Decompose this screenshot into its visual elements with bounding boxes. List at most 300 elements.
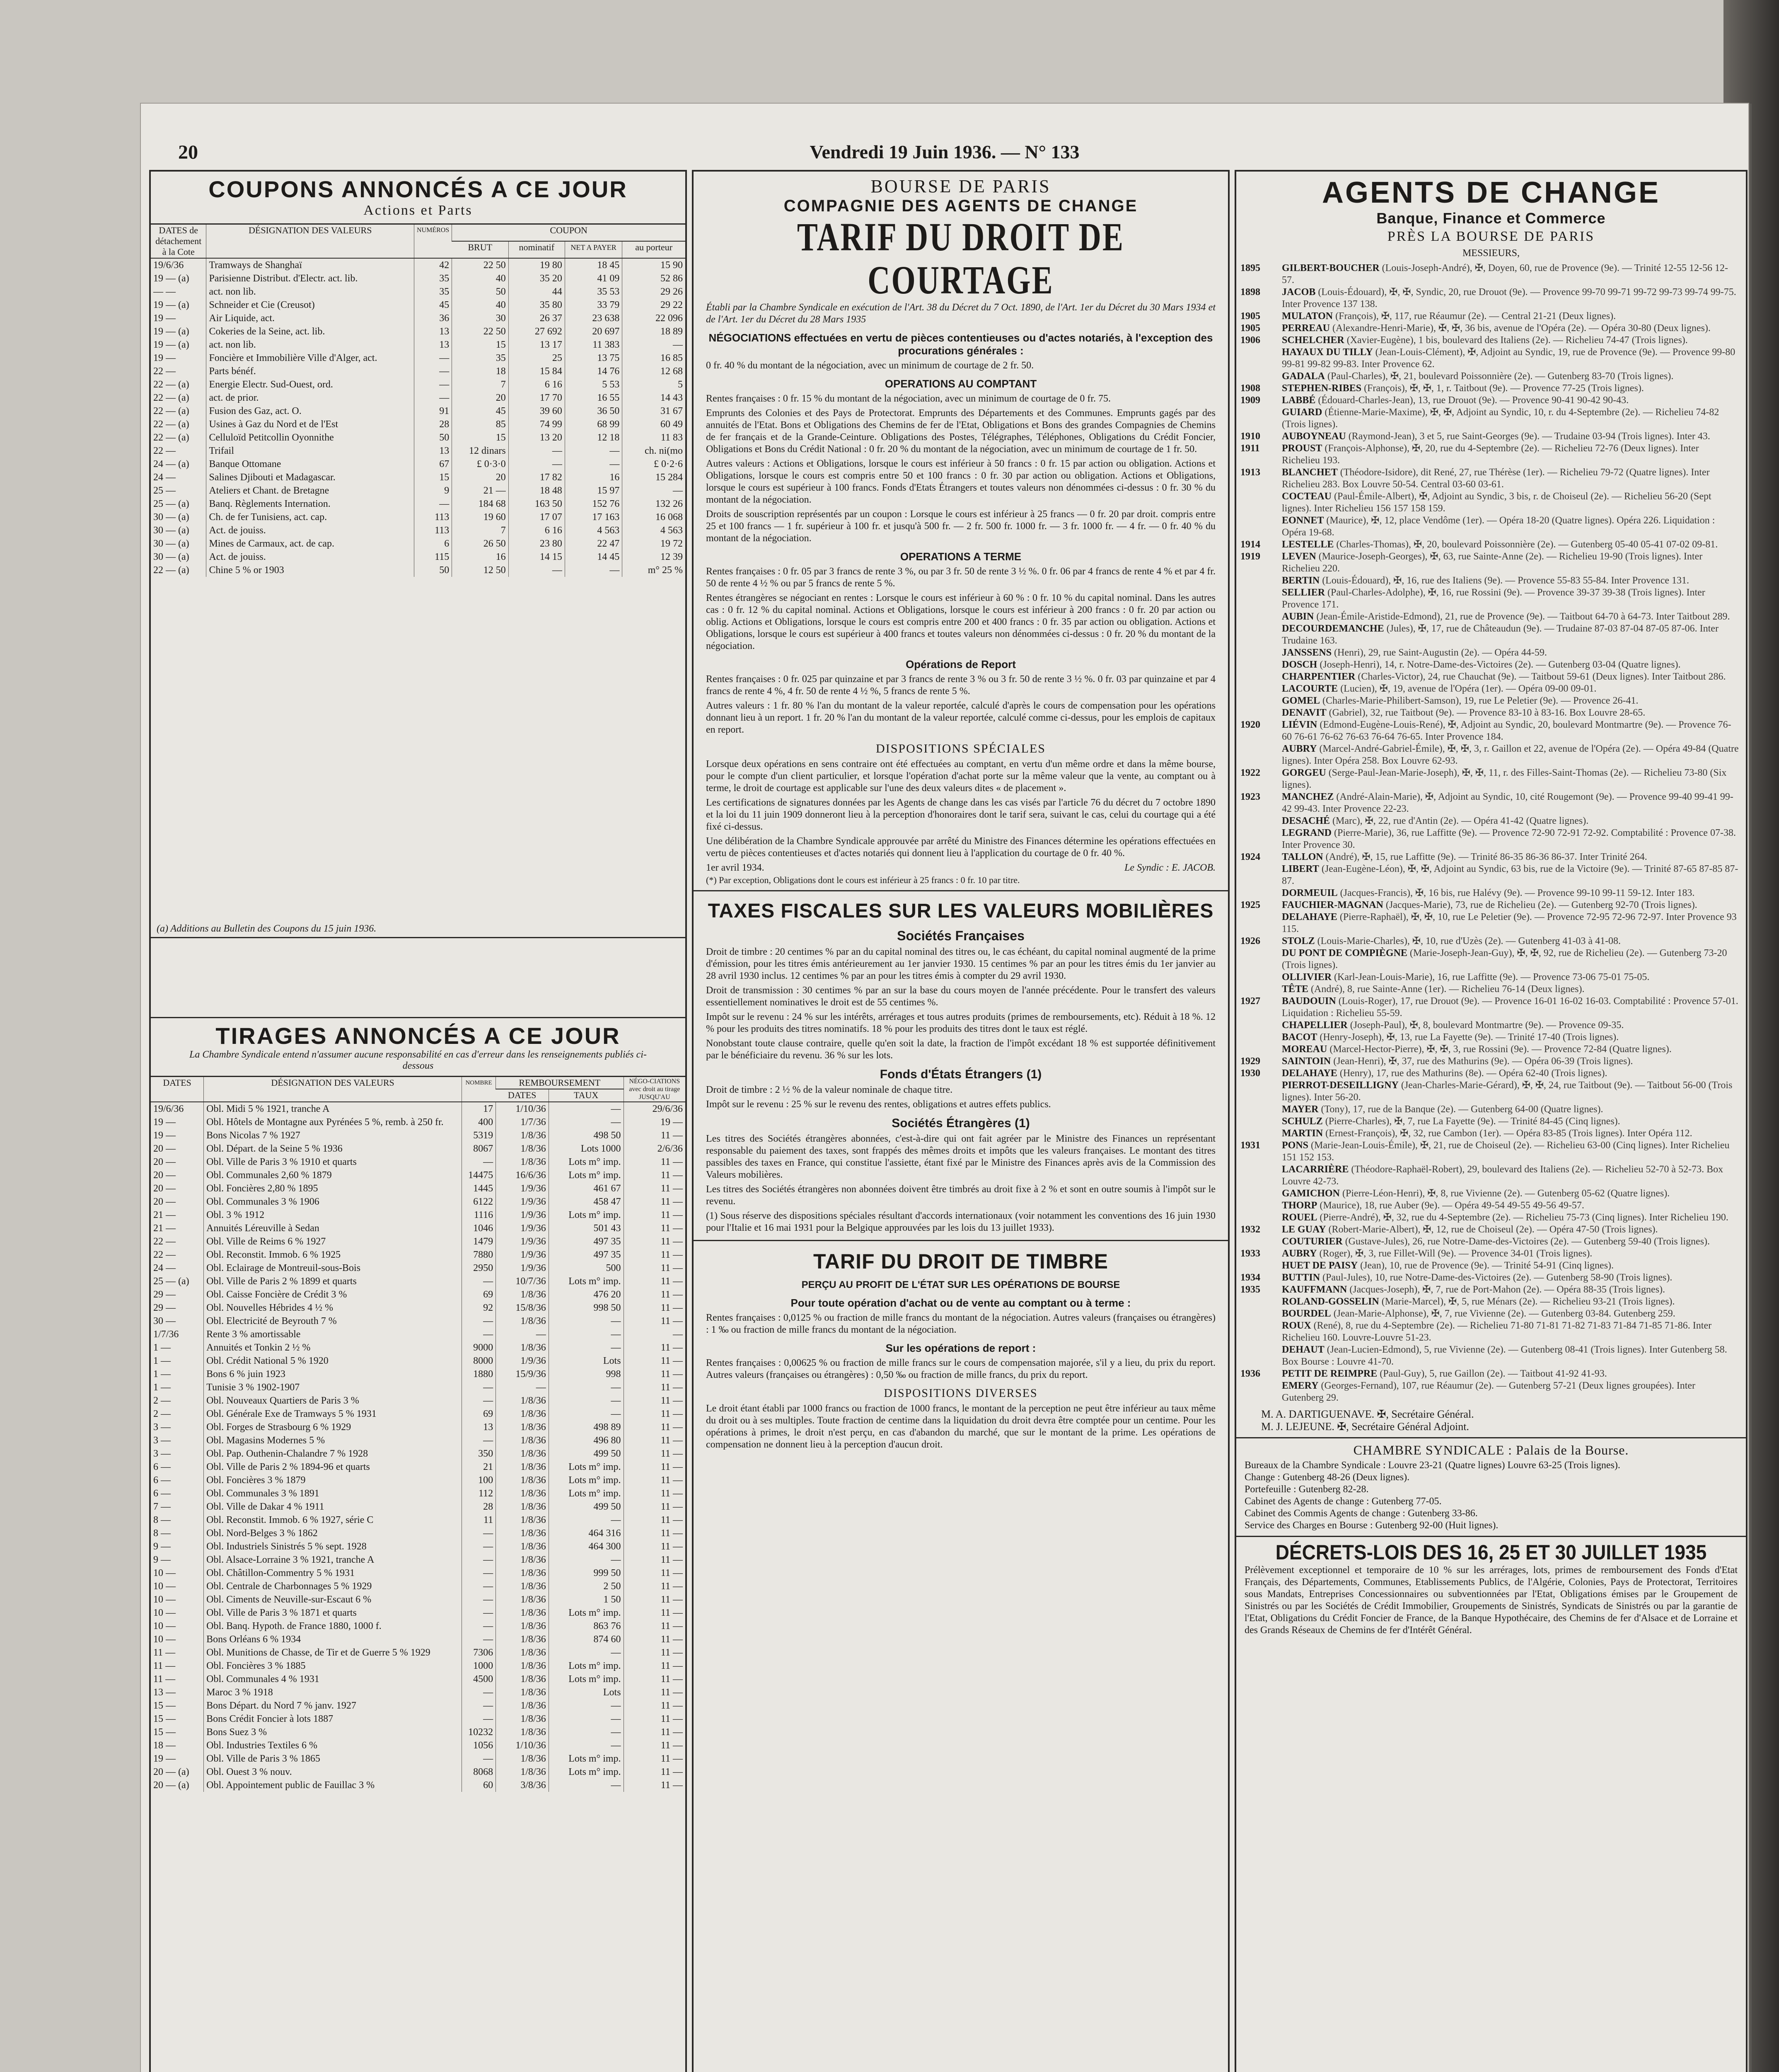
agent-name: BUTTIN: [1282, 1272, 1320, 1283]
agent-name: MARTIN: [1282, 1128, 1323, 1139]
agent-entry: [1236, 719, 1746, 743]
comptant-paragraphs: [694, 393, 1228, 545]
table-cell: £ 0·3·0: [452, 457, 508, 471]
table-cell: Lots m° imp.: [549, 1673, 624, 1686]
table-cell: £ 0·2·6: [622, 457, 685, 471]
table-cell: 113: [414, 511, 452, 524]
agent-details: (Louis-Édouard), ✠, ✠, Syndic, 20, rue Drouot (9e). — Provence 99-70 99-71 99-72 99-73 99-74 99-75. Inter Provence 137 138.: [1282, 287, 1736, 310]
table-cell: 1/8/36: [496, 1580, 549, 1593]
table-row: [151, 325, 685, 338]
table-cell: 11 —: [624, 1606, 685, 1619]
table-cell: 19 — (a): [153, 300, 189, 310]
agent-entry: [1236, 695, 1746, 707]
table-cell: 1/8/36: [496, 1726, 549, 1739]
table-cell: Lots m° imp.: [549, 1275, 624, 1288]
table-row: [151, 1261, 685, 1275]
table-cell: Cokeries de la Seine, act. lib.: [206, 325, 414, 338]
agent-year: 1929: [1240, 1056, 1260, 1067]
table-cell: 2950: [462, 1261, 496, 1275]
agent-details: (Jean-Henri), ✠, 37, rue des Mathurins (9e). — Opéra 06-39 (Trois lignes).: [1333, 1056, 1633, 1067]
paragraph: Emprunts des Colonies et des Pays de Protectorat. Emprunts des Départements et des Communes. Emprunts gagés par des annuités de l'Etat. Bons et Obligations des Chemins de fer de l'Etat, Obligations et Bons des grandes Compagnies de Chemins de fer français et de la Grande-Ceinture. Obligations des Postes, Télégraphes, Téléphones, Obligations du Crédit Foncier, Obligations et Bons du Crédit National : 0 fr. 20 % du montant de la négociation, avec un minimum de courtage de 1 fr. 50.: [706, 408, 1216, 455]
agent-entry: [1236, 1067, 1746, 1080]
paragraph: Les titres des Sociétés étrangères abonnées, c'est-à-dire qui ont fait agréer par le Ministre des Finances un représentant responsable du paiement des taxes, sont frappés des mêmes droits et impôts que les valeurs françaises. Le montant des titres passibles des taxes en France, qui constitue l'assiette, étant fixé par le Ministre des Finances après avis de la Commission des Valeurs mobilières.: [706, 1133, 1216, 1180]
table-cell: 13 75: [565, 351, 622, 365]
table-cell: Foncière et Immobilière Ville d'Alger, act.: [206, 351, 414, 365]
table-cell: Obl. Ville de Paris 3 % 1910 et quarts: [204, 1155, 462, 1169]
paragraph: Droits de souscription représentés par un coupon : Lorsque le cours est inférieur à 25 francs — 0 fr. 20 par droit. compris entre 25 et 100 francs — 1 fr. supérieur à 100 fr. et jusqu'à 500 fr. — 2 fr. 500 fr. 1000 fr. — 3 fr. 1000 fr. — 4 fr. — 0 fr. 40 % du montant de la négociation.: [706, 509, 1216, 544]
agent-name: TALLON: [1282, 852, 1323, 862]
agent-details: (André-Alain-Marie), ✠, Adjoint au Syndic, 10, cité Rougemont (9e). — Provence 99-40 99-41 99-42 99-43. Inter Provence 22-23.: [1282, 792, 1733, 814]
table-cell: 10232: [462, 1726, 496, 1739]
agent-year: 1908: [1240, 383, 1260, 394]
table-cell: 1/8/36: [496, 1500, 549, 1513]
table-cell: 2 50: [549, 1580, 624, 1593]
table-cell: 13 —: [153, 1687, 176, 1698]
table-cell: 497 35: [549, 1248, 624, 1261]
agents-section: [1236, 176, 1746, 1636]
agent-entry: [1236, 262, 1746, 286]
table-row: [151, 564, 685, 577]
signature-date: 1er avril 1934.: [706, 862, 764, 873]
speciales-paragraphs: [694, 758, 1228, 859]
agent-name: MANCHEZ: [1282, 792, 1334, 802]
agent-year: 1909: [1240, 395, 1260, 406]
tirages-section: [151, 1017, 685, 1792]
table-cell: 1/8/36: [496, 1341, 549, 1354]
table-row: [151, 1381, 685, 1394]
agent-entry: [1236, 1188, 1746, 1200]
agent-name: PERREAU: [1282, 323, 1330, 334]
table-cell: Obl. Industriels Sinistrés 5 % sept. 1928: [204, 1540, 462, 1553]
table-cell: 1056: [462, 1739, 496, 1752]
table-row: [151, 1460, 685, 1474]
table-row: [151, 1354, 685, 1368]
table-cell: 74 99: [508, 418, 565, 431]
table-cell: 22 —: [153, 366, 176, 377]
table-cell: Energie Electr. Sud-Ouest, ord.: [206, 378, 414, 391]
table-cell: 22 —: [153, 1236, 176, 1247]
agent-details: (Jean-Charles-Marie-Gérard), ✠, ✠, 24, rue Taitbout (9e). — Taitbout 56-00 (Trois lignes). Inter 56-20.: [1282, 1080, 1733, 1103]
table-cell: Obl. Industries Textiles 6 %: [204, 1739, 462, 1752]
table-row: [151, 497, 685, 511]
table-cell: 11 —: [153, 1674, 176, 1685]
table-cell: 11 —: [153, 1647, 176, 1658]
agent-details: (Jean-Lucien-Edmond), 5, rue Vivienne (2e). — Gutenberg 08-41 (Trois lignes). Inter Gutenberg 58. Box Bourse : Louvre 41-70.: [1282, 1344, 1727, 1367]
negociations-rate: 0 fr. 40 % du montant de la négociation, avec un minimum de courtage de 2 fr. 50.: [706, 360, 1034, 371]
table-cell: 30 —: [153, 1316, 176, 1326]
table-cell: Parisienne Distribut. d'Electr. act. lib.: [206, 272, 414, 285]
table-cell: 19 72: [622, 537, 685, 550]
table-cell: 11 —: [624, 1779, 685, 1792]
table-row: [151, 1116, 685, 1129]
agent-entry: [1236, 1296, 1746, 1308]
table-cell: 11 —: [624, 1752, 685, 1765]
table-cell: 1/8/36: [496, 1460, 549, 1474]
table-row: [151, 1765, 685, 1779]
agent-name: HUET DE PAISY: [1282, 1260, 1358, 1271]
taxes-fr-paragraphs: [694, 946, 1228, 1062]
table-cell: 11 —: [624, 1407, 685, 1421]
agent-name: KAUFFMANN: [1282, 1284, 1347, 1295]
table-cell: 7: [452, 524, 508, 537]
timbre-p3: Le droit étant établi par 1000 francs ou fraction de 1000 francs, le montant de la perception ne peut être inférieur au taux même du droit ou à ses multiples. Toute fraction de centime dans la liquidation du droit devra être comptée pour un centime. Pour les opérations à primes, le droit n'est perçu, en cas d'abandon du marché, que sur le montant de la prime. Les opérations de compensation ne donnent lieu à la perception d'aucun droit.: [706, 1403, 1216, 1450]
agent-entry: [1236, 1284, 1746, 1296]
table-row: [151, 1580, 685, 1593]
table-cell: —: [549, 1553, 624, 1566]
table-cell: 501 43: [549, 1222, 624, 1235]
table-row: [151, 1474, 685, 1487]
comptant-heading: OPERATIONS AU COMPTANT: [885, 378, 1037, 390]
table-cell: 458 47: [549, 1195, 624, 1208]
table-cell: 1/8/36: [496, 1314, 549, 1328]
table-cell: 113: [414, 524, 452, 537]
table-cell: 11 —: [624, 1460, 685, 1474]
agent-details: (Édouard-Charles-Jean), 13, rue Drouot (9e). — Provence 90-41 90-42 90-43.: [1318, 395, 1629, 406]
table-cell: 22 — (a): [153, 419, 189, 430]
table-cell: 2 —: [153, 1409, 171, 1419]
agent-entry: [1236, 1308, 1746, 1320]
decrets-title: DÉCRETS-LOIS DES 16, 25 ET 30 JUILLET 1935: [1275, 1541, 1707, 1564]
table-cell: 1/8/36: [496, 1513, 549, 1527]
table-cell: 5319: [462, 1129, 496, 1142]
table-row: [151, 1752, 685, 1765]
agent-name: PROUST: [1282, 443, 1322, 454]
agent-name: GADALA: [1282, 371, 1325, 382]
table-cell: 11 —: [624, 1593, 685, 1606]
table-cell: 112: [462, 1487, 496, 1500]
table-row: [151, 1301, 685, 1314]
table-cell: 1/8/36: [496, 1606, 549, 1619]
table-cell: 11 —: [624, 1699, 685, 1712]
table-cell: 11 —: [624, 1726, 685, 1739]
tirages-col-remboursement: REMBOURSEMENT: [496, 1077, 624, 1089]
table-cell: 11 —: [624, 1208, 685, 1222]
table-cell: Obl. Ciments de Neuville-sur-Escaut 6 %: [204, 1593, 462, 1606]
table-row: [151, 1328, 685, 1341]
paragraph: Les titres des Sociétés étrangères non abonnées doivent être timbrés au droit fixe à 2 % et sont en outre soumis à l'impôt sur le revenu.: [706, 1184, 1216, 1207]
table-cell: 24 —: [153, 1263, 176, 1273]
decrets-text: Prélèvement exceptionnel et temporaire de 10 % sur les arrérages, lots, primes de remboursement des Fonds d'Etat Français, des Départements, Communes, Etablissements Publics, de l'Algérie, Colonies, Pays de Protectorat, Territoires sous Mandats, Entreprises Concessionnaires ou subventionnées par l'Etat, Obligations émises par le Groupement de Sinistrés ou par les Sociétés de Crédit Immobilier, Groupements de Sinistrés, Syndicats de Sinistrés ou par la garantie de l'Etat, Obligations du Crédit Foncier de France, de la Banque Hypothécaire, des Chemins de fer d'Alsace et de Lorraine et des Grands Réseaux de Chemins de fer d'Intérêt Général.: [1245, 1565, 1738, 1636]
tirages-title: TIRAGES ANNONCÉS A CE JOUR: [215, 1023, 621, 1049]
table-cell: —: [549, 1712, 624, 1726]
table-cell: —: [414, 378, 452, 391]
table-cell: 11 —: [624, 1580, 685, 1593]
table-cell: Obl. Nouveaux Quartiers de Paris 3 %: [204, 1394, 462, 1407]
agent-entry: [1236, 899, 1746, 911]
star-note: (*) Par exception, Obligations dont le cours est inférieur à 25 francs : 0 fr. 10 par titre.: [706, 875, 1020, 885]
table-cell: —: [549, 1646, 624, 1659]
agent-name: DENAVIT: [1282, 707, 1327, 718]
tarif-courtage-title: TARIF DU DROIT DE COURTAGE: [797, 215, 1125, 302]
table-cell: —: [508, 564, 565, 577]
table-row: [151, 418, 685, 431]
table-cell: 10 —: [153, 1634, 176, 1645]
table-cell: Obl. Reconstit. Immob. 6 % 1927, série C: [204, 1513, 462, 1527]
agent-details: (François-Alphonse), ✠, 20, rue du 4-Septembre (2e). — Richelieu 72-76 (Deux lignes). Inter Richelieu 193.: [1282, 443, 1699, 466]
table-row: [151, 1779, 685, 1792]
table-cell: 26 50: [452, 537, 508, 550]
agent-year: 1905: [1240, 311, 1260, 322]
table-cell: 13: [414, 338, 452, 351]
table-cell: Obl. Ville de Paris 3 % 1865: [204, 1752, 462, 1765]
table-cell: 12 50: [452, 564, 508, 577]
table-cell: Obl. Ville de Reims 6 % 1927: [204, 1235, 462, 1248]
table-cell: 11 —: [624, 1487, 685, 1500]
table-row: [151, 1169, 685, 1182]
table-cell: —: [462, 1606, 496, 1619]
agent-details: (Jean-Émile-Aristide-Edmond), 21, rue de Provence (9e). — Taitbout 64-70 à 64-73. Inter Taitbout 289.: [1316, 611, 1730, 622]
agent-name: PIERROT-DESEILLIGNY: [1282, 1080, 1399, 1091]
table-cell: 7306: [462, 1646, 496, 1659]
table-cell: Obl. Reconstit. Immob. 6 % 1925: [204, 1248, 462, 1261]
agent-details: (Jean-Louis-Clément), ✠, Adjoint au Syndic, 19, rue de Provence (9e). — Provence 99-80 99-81 99-82 99-83. Inter Provence 62.: [1282, 347, 1735, 370]
table-cell: —: [414, 351, 452, 365]
table-row: [151, 537, 685, 550]
agent-entry: [1236, 767, 1746, 791]
agent-name: SELLIER: [1282, 587, 1325, 598]
table-cell: 1/8/36: [496, 1593, 549, 1606]
paragraph: Une délibération de la Chambre Syndicale approuvée par arrêté du Ministre des Finances détermine les opérations effectuées en vertu de pièces contentieuses et d'actes notariés qui donnent lieu à l'application du courtage de 0 fr. 40 %.: [706, 836, 1216, 859]
table-cell: 23 80: [508, 537, 565, 550]
agent-entry: [1236, 539, 1746, 551]
agent-details: (Marie-Jean-Louis-Émile), ✠, 21, rue de Choiseul (2e). — Richelieu 63-00 (Cinq lignes). Inter Richelieu 151 152 153.: [1282, 1140, 1730, 1163]
table-cell: 11 —: [624, 1434, 685, 1447]
table-cell: 31 67: [622, 404, 685, 418]
table-cell: 44: [508, 285, 565, 298]
table-cell: Banque Ottomane: [206, 457, 414, 471]
table-cell: Mines de Carmaux, act. de cap.: [206, 537, 414, 550]
agent-details: (Pierre-Marie), 36, rue Laffitte (9e). — Provence 72-90 72-91 72-92. Comptabilité : Provence 07-38. Inter Provence 30.: [1282, 828, 1736, 850]
table-cell: Schneider et Cie (Creusot): [206, 298, 414, 312]
taxes-etr-heading: Sociétés Étrangères (1): [892, 1116, 1030, 1130]
agent-details: (René), 8, rue du 4-Septembre (2e). — Richelieu 71-80 71-81 71-82 71-83 71-84 71-85 71-86. Inter Richelieu 160. Louvre-Louvre 51-23.: [1282, 1320, 1712, 1343]
table-cell: Chine 5 % or 1903: [206, 564, 414, 577]
table-cell: 10 —: [153, 1594, 176, 1605]
agent-details: (Paul-Jules), 10, rue Notre-Dame-des-Victoires (2e). — Gutenberg 58-90 (Trois lignes).: [1322, 1272, 1673, 1283]
agent-details: (Pierre-Léon-Henri), ✠, 8, rue Vivienne (2e). — Gutenberg 05-62 (Quatre lignes).: [1342, 1188, 1670, 1199]
agent-details: (Karl-Jean-Louis-Marie), 16, rue Laffitte (9e). — Provence 73-06 75-01 75-05.: [1334, 972, 1650, 983]
table-cell: 11 —: [624, 1129, 685, 1142]
agent-details: (Marcel-Hector-Pierre), ✠, ✠, 3, rue Rossini (9e). — Provence 72-84 (Quatre lignes).: [1329, 1044, 1672, 1055]
paragraph: Autres valeurs : 1 fr. 80 % l'an du montant de la valeur reportée, calculé d'après le cours de compensation pour les opérations donnant lieu à un report. 1 fr. 20 % l'an du montant de la valeur reportée, calculé comme ci-dessus, pour les emplois de capitaux en report.: [706, 700, 1216, 735]
agent-name: DU PONT DE COMPIÈGNE: [1282, 948, 1407, 959]
chambre-line: Portefeuille : Gutenberg 82-28.: [1245, 1484, 1369, 1495]
table-row: [151, 1222, 685, 1235]
table-cell: 13 17: [508, 338, 565, 351]
table-cell: Obl. Alsace-Lorraine 3 % 1921, tranche A: [204, 1553, 462, 1566]
table-cell: —: [549, 1341, 624, 1354]
table-cell: 30 — (a): [153, 512, 189, 523]
table-cell: 13: [414, 444, 452, 457]
table-cell: 1479: [462, 1235, 496, 1248]
table-cell: 20 —: [153, 1196, 176, 1207]
agent-name: MOREAU: [1282, 1044, 1327, 1055]
table-cell: 3/8/36: [496, 1779, 549, 1792]
agent-entry: [1236, 491, 1746, 515]
table-cell: 10 —: [153, 1581, 176, 1592]
agent-name: JANSSENS: [1282, 647, 1332, 658]
table-cell: —: [549, 1102, 624, 1116]
table-cell: 7880: [462, 1248, 496, 1261]
paragraph: Nonobstant toute clause contraire, quelle qu'en soit la date, la fraction de l'impôt excédant 18 % est supportée définitivement par le bénéficiaire du revenu. 36 % sur les lots.: [706, 1038, 1216, 1061]
table-cell: 498 89: [549, 1421, 624, 1434]
table-cell: 29 —: [153, 1289, 176, 1300]
table-cell: Lots m° imp.: [549, 1487, 624, 1500]
signature: Le Syndic : E. JACOB.: [1124, 862, 1216, 873]
agent-entry: [1236, 286, 1746, 310]
table-cell: 22 096: [622, 312, 685, 325]
timbre-p1: Rentes françaises : 0,0125 % ou fraction de mille francs du montant de la négociation. Autres valeurs (françaises ou étrangères) : 1 ‰ ou fraction de mille francs du montant de la négociation.: [706, 1312, 1216, 1335]
page-header: [178, 141, 1711, 170]
paragraph: Impôt sur le revenu : 24 % sur les intérêts, arrérages et tous autres produits (primes de remboursements, etc). Réduit à 18 %. 12 % pour les produits des titres nominatifs. 18 % pour les produits des titres dont le taux est réglé.: [706, 1012, 1216, 1034]
paragraph: Droit de timbre : 2 ½ % de la valeur nominale de chaque titre.: [706, 1084, 953, 1095]
table-cell: Annuités et Tonkin 2 ½ %: [204, 1341, 462, 1354]
table-cell: 14 76: [565, 365, 622, 378]
tirages-rows: [151, 1102, 685, 1792]
tirages-col-dates: DATES: [151, 1077, 204, 1102]
table-cell: 11 —: [624, 1553, 685, 1566]
agent-name: GOMEL: [1282, 695, 1320, 706]
table-cell: Obl. Nouvelles Hébrides 4 ½ %: [204, 1301, 462, 1314]
table-cell: 40: [452, 272, 508, 285]
table-cell: 60: [462, 1779, 496, 1792]
table-row: [151, 1487, 685, 1500]
table-cell: 16 068: [622, 511, 685, 524]
col-nominatif: nominatif: [508, 241, 565, 258]
table-cell: 15 284: [622, 471, 685, 484]
table-cell: 40: [452, 298, 508, 312]
agent-entry: [1236, 551, 1746, 575]
table-cell: 132 26: [622, 497, 685, 511]
table-cell: 19 — (a): [153, 273, 189, 284]
table-cell: 19 80: [508, 258, 565, 272]
table-cell: 498 50: [549, 1129, 624, 1142]
table-cell: 7: [452, 378, 508, 391]
table-cell: Obl. Appointement public de Fauillac 3 %: [204, 1779, 462, 1792]
agent-entry: [1236, 647, 1746, 659]
agent-name: GORGEU: [1282, 767, 1326, 778]
table-cell: 30 — (a): [153, 538, 189, 549]
table-cell: 8068: [462, 1765, 496, 1779]
table-cell: 11 —: [624, 1169, 685, 1182]
table-cell: 20: [452, 471, 508, 484]
table-row: [151, 524, 685, 537]
table-cell: 1/9/36: [496, 1222, 549, 1235]
table-cell: 12 39: [622, 550, 685, 564]
table-row: [151, 1593, 685, 1606]
agent-year: 1920: [1240, 719, 1260, 730]
agent-details: (Gabriel), 32, rue Taitbout (9e). — Provence 83-10 à 83-16. Box Louvre 28-65.: [1329, 707, 1646, 718]
table-cell: 11 —: [624, 1633, 685, 1646]
agent-details: (Louis-Marie-Charles), ✠, 10, rue d'Uzès (2e). — Gutenberg 41-03 à 41-08.: [1317, 936, 1621, 946]
agent-entry: [1236, 611, 1746, 623]
table-cell: 476 20: [549, 1288, 624, 1301]
agent-details: (Joseph-Paul), ✠, 8, boulevard Montmartre (9e). — Provence 09-35.: [1350, 1020, 1624, 1031]
agent-name: LEGRAND: [1282, 828, 1332, 838]
table-cell: 464 316: [549, 1527, 624, 1540]
table-cell: 68 99: [565, 418, 622, 431]
table-row: [151, 1182, 685, 1195]
table-cell: 29/6/36: [624, 1102, 685, 1116]
table-cell: Obl. Foncières 2,80 % 1895: [204, 1182, 462, 1195]
agent-details: (Maurice), 18, rue Auber (9e). — Opéra 49-54 49-55 49-56 49-57.: [1320, 1200, 1584, 1211]
table-cell: 11 —: [624, 1155, 685, 1169]
table-cell: 1 —: [153, 1369, 171, 1380]
agent-entry: [1236, 1344, 1746, 1368]
table-cell: Obl. Nord-Belges 3 % 1862: [204, 1527, 462, 1540]
agent-name: BOURDEL: [1282, 1308, 1331, 1319]
column-bourse: [692, 170, 1230, 2072]
agent-year: 1906: [1240, 335, 1260, 346]
col-porteur: au porteur: [622, 241, 685, 258]
table-cell: 15 —: [153, 1727, 176, 1738]
table-cell: Obl. Midi 5 % 1921, tranche A: [204, 1102, 462, 1116]
table-cell: 10 —: [153, 1568, 176, 1578]
agent-details: (Robert-Marie-Albert), ✠, 12, rue de Choiseul (2e). — Opéra 47-50 (Trois lignes).: [1328, 1224, 1658, 1235]
table-cell: 11 —: [624, 1368, 685, 1381]
table-cell: 6 —: [153, 1475, 171, 1486]
agent-details: (Paul-Guy), 5, rue Gaillon (2e). — Taitbout 41-92 41-93.: [1380, 1368, 1607, 1379]
agent-details: (Lucien), ✠, 19, avenue de l'Opéra (1er). — Opéra 09-00 09-01.: [1340, 683, 1597, 694]
agent-details: (Jacques-Joseph), ✠, 7, rue de Port-Mahon (2e). — Opéra 88-35 (Trois lignes).: [1349, 1284, 1665, 1295]
table-cell: 11 —: [624, 1314, 685, 1328]
table-cell: 3 —: [153, 1448, 171, 1459]
table-row: [151, 351, 685, 365]
col-designation: DÉSIGNATION DES VALEURS: [206, 225, 414, 258]
agent-entry: [1236, 1080, 1746, 1104]
table-cell: Lots m° imp.: [549, 1659, 624, 1673]
table-cell: Obl. Communales 3 % 1891: [204, 1487, 462, 1500]
agent-details: (François), ✠, ✠, 1, r. Taitbout (9e). — Provence 77-25 (Trois lignes).: [1364, 383, 1644, 394]
agent-year: 1924: [1240, 852, 1260, 862]
agent-name: DOSCH: [1282, 659, 1317, 670]
newspaper-page: [141, 104, 1748, 2072]
table-cell: Lots m° imp.: [549, 1155, 624, 1169]
agent-entry: [1236, 971, 1746, 983]
agent-name: PONS: [1282, 1140, 1309, 1151]
report-heading: Opérations de Report: [906, 658, 1016, 670]
agent-entry: [1236, 322, 1746, 334]
table-cell: ch. ni(mo: [622, 444, 685, 457]
table-cell: 52 86: [622, 272, 685, 285]
table-cell: 10 —: [153, 1607, 176, 1618]
table-cell: —: [549, 1381, 624, 1394]
table-cell: 21: [462, 1460, 496, 1474]
table-cell: 1/8/36: [496, 1474, 549, 1487]
table-cell: 35: [414, 285, 452, 298]
timbre-subtitle: PERÇU AU PROFIT DE L'ÉTAT SUR LES OPÉRATIONS DE BOURSE: [801, 1279, 1120, 1290]
table-row: [151, 1712, 685, 1726]
table-cell: 19 —: [153, 1130, 176, 1141]
table-cell: 11 —: [624, 1619, 685, 1633]
chambre-line: Cabinet des Commis Agents de change : Gutenberg 33-86.: [1245, 1508, 1478, 1519]
speciales-heading: DISPOSITIONS SPÉCIALES: [876, 742, 1046, 755]
agent-details: (Marie-Marcel), ✠, 5, rue Ménars (2e). — Richelieu 93-21 (Trois lignes).: [1381, 1296, 1675, 1307]
table-cell: Obl. 3 % 1912: [204, 1208, 462, 1222]
chambre-line: Service des Charges en Bourse : Gutenberg 92-00 (Huit lignes).: [1245, 1520, 1499, 1531]
table-cell: 16: [565, 471, 622, 484]
tirages-col-nombre: NOMBRE: [462, 1077, 496, 1102]
secretary-adjoint: M. J. LEJEUNE. ✠, Secrétaire Général Adjoint.: [1261, 1421, 1469, 1433]
table-cell: 1/8/36: [496, 1394, 549, 1407]
table-cell: 20 697: [565, 325, 622, 338]
agent-name: DORMEUIL: [1282, 888, 1338, 898]
table-cell: Obl. Eclairage de Montreuil-sous-Bois: [204, 1261, 462, 1275]
table-cell: —: [462, 1540, 496, 1553]
table-cell: 15 90: [622, 258, 685, 272]
table-cell: 497 35: [549, 1235, 624, 1248]
table-row: [151, 1553, 685, 1566]
